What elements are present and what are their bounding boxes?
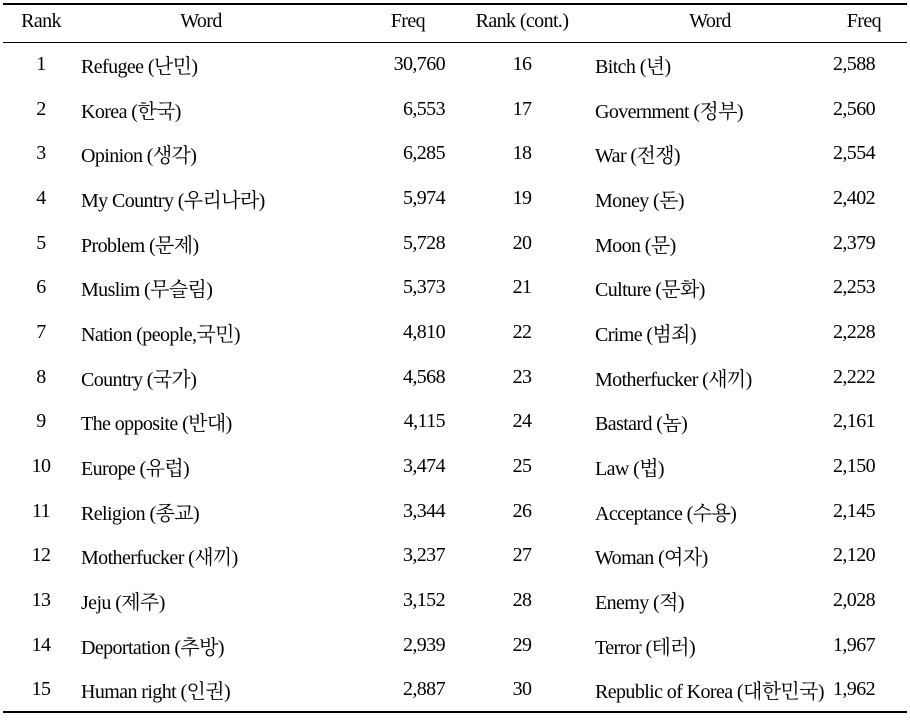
rank-cell: 14 [31, 633, 51, 656]
header-freq-2: Freq [829, 4, 907, 42]
table-row [3, 310, 907, 355]
rank-cell: 8 [36, 365, 46, 388]
freq-cont-cell: 2,028 [833, 589, 876, 612]
table-row [3, 400, 907, 445]
freq-cont-cell: 2,145 [833, 499, 876, 522]
rank-cell: 12 [31, 544, 51, 567]
word-cont-cell: Crime (범죄) [595, 323, 696, 346]
rank-cont-cell: 21 [512, 276, 532, 299]
word-cell: Muslim (무슬림) [81, 279, 213, 302]
rank-cont-cell: 18 [512, 142, 532, 165]
rank-cont-cell: 22 [512, 320, 532, 343]
freq-cell: 3,152 [402, 589, 445, 612]
freq-cell: 4,810 [402, 320, 445, 343]
freq-cell: 3,474 [402, 455, 445, 478]
header-rank-cont: Rank (cont.) [451, 4, 593, 42]
freq-cont-cell: 2,161 [833, 410, 876, 433]
table-row [3, 87, 907, 132]
rank-cont-cell: 24 [512, 410, 532, 433]
freq-cell: 5,728 [402, 231, 445, 254]
freq-cont-cell: 2,222 [833, 365, 876, 388]
header-word-2: Word [593, 4, 829, 42]
word-cell: Problem (문제) [81, 234, 199, 257]
freq-cont-cell: 2,588 [833, 53, 876, 76]
freq-cont-cell: 2,150 [833, 455, 876, 478]
word-frequency-table [3, 3, 907, 713]
freq-cont-cell: 1,962 [829, 668, 907, 713]
word-cont-cell: Bastard (놈) [595, 413, 688, 436]
rank-cont-cell: 25 [512, 455, 532, 478]
freq-cont-cell: 2,120 [833, 544, 876, 567]
word-cell: Refugee (난민) [81, 56, 198, 79]
word-cont-cell: Terror (테러) [595, 636, 696, 659]
freq-cont-cell: 2,402 [833, 186, 876, 209]
rank-cell: 2 [36, 97, 46, 120]
table-row [3, 534, 907, 579]
freq-cell: 6,553 [402, 97, 445, 120]
word-cont-cell: Moon (문) [595, 234, 676, 257]
table-row [3, 578, 907, 623]
rank-cell: 15 [3, 668, 79, 713]
header-word: Word [79, 4, 325, 42]
rank-cont-cell: 29 [512, 633, 532, 656]
word-cell: Europe (유럽) [81, 458, 190, 481]
table-row [3, 42, 907, 87]
rank-cont-cell: 19 [512, 186, 532, 209]
rank-cell: 7 [36, 320, 46, 343]
word-cell: Religion (종교) [81, 502, 200, 525]
word-cont-cell: Money (돈) [595, 189, 684, 212]
freq-cont-cell: 2,554 [833, 142, 876, 165]
table-row [3, 668, 907, 713]
word-cell: Jeju (제주) [81, 592, 165, 615]
rank-cont-cell: 26 [512, 499, 532, 522]
rank-cell: 4 [36, 186, 46, 209]
freq-cell: 3,344 [402, 499, 445, 522]
word-cell: Human right (인권) [79, 668, 325, 713]
freq-cell: 2,939 [402, 633, 445, 656]
rank-cont-cell: 28 [512, 589, 532, 612]
word-cell: The opposite (반대) [81, 413, 232, 436]
table-row [3, 265, 907, 310]
rank-cell: 10 [31, 455, 51, 478]
word-cell: My Country (우리나라) [81, 189, 265, 212]
rank-cell: 1 [36, 53, 46, 76]
word-cont-cell: War (전쟁) [595, 145, 680, 168]
table-row [3, 444, 907, 489]
word-cell: Motherfucker (새끼) [81, 547, 238, 570]
rank-cont-cell: 20 [512, 231, 532, 254]
word-cont-cell: Acceptance (수용) [595, 502, 737, 525]
table-row [3, 623, 907, 668]
header-freq: Freq [325, 4, 451, 42]
table-row [3, 489, 907, 534]
rank-cell: 11 [31, 499, 51, 522]
word-cell: Nation (people,국민) [81, 323, 240, 346]
word-cell: Deportation (추방) [81, 636, 224, 659]
freq-cont-cell: 1,967 [833, 633, 876, 656]
word-cont-cell: Law (법) [595, 458, 664, 481]
word-cont-cell: Culture (문화) [595, 279, 705, 302]
word-cont-cell: Government (정부) [595, 100, 743, 123]
table-body [3, 42, 907, 712]
freq-cell: 2,887 [325, 668, 451, 713]
freq-cell: 5,974 [402, 186, 445, 209]
table-row [3, 131, 907, 176]
header-row [3, 4, 907, 42]
header-rank: Rank [3, 4, 79, 42]
freq-cont-cell: 2,379 [833, 231, 876, 254]
freq-cell: 3,237 [402, 544, 445, 567]
rank-cont-cell: 16 [512, 53, 532, 76]
table-row [3, 176, 907, 221]
rank-cell: 9 [36, 410, 46, 433]
freq-cell: 5,373 [402, 276, 445, 299]
freq-cont-cell: 2,228 [833, 320, 876, 343]
word-cell: Country (국가) [81, 368, 197, 391]
freq-cont-cell: 2,253 [833, 276, 876, 299]
rank-cell: 3 [36, 142, 46, 165]
freq-cont-cell: 2,560 [833, 97, 876, 120]
table-header [3, 4, 907, 42]
rank-cont-cell: 30 [451, 668, 593, 713]
word-cont-cell: Republic of Korea (대한민국) [593, 668, 829, 713]
rank-cell: 5 [36, 231, 46, 254]
word-cont-cell: Enemy (적) [595, 592, 684, 615]
word-cell: Opinion (생각) [81, 145, 197, 168]
freq-cell: 30,760 [393, 53, 445, 76]
rank-cell: 6 [36, 276, 46, 299]
freq-cell: 6,285 [402, 142, 445, 165]
rank-cont-cell: 23 [512, 365, 532, 388]
rank-cont-cell: 27 [512, 544, 532, 567]
rank-cont-cell: 17 [512, 97, 532, 120]
rank-cell: 13 [31, 589, 51, 612]
table-row [3, 221, 907, 266]
freq-cell: 4,115 [403, 410, 445, 433]
word-cont-cell: Woman (여자) [595, 547, 708, 570]
word-cont-cell: Motherfucker (새끼) [595, 368, 752, 391]
freq-cell: 4,568 [402, 365, 445, 388]
word-cell: Korea (한국) [81, 100, 181, 123]
table-row [3, 355, 907, 400]
word-cont-cell: Bitch (년) [595, 56, 671, 79]
